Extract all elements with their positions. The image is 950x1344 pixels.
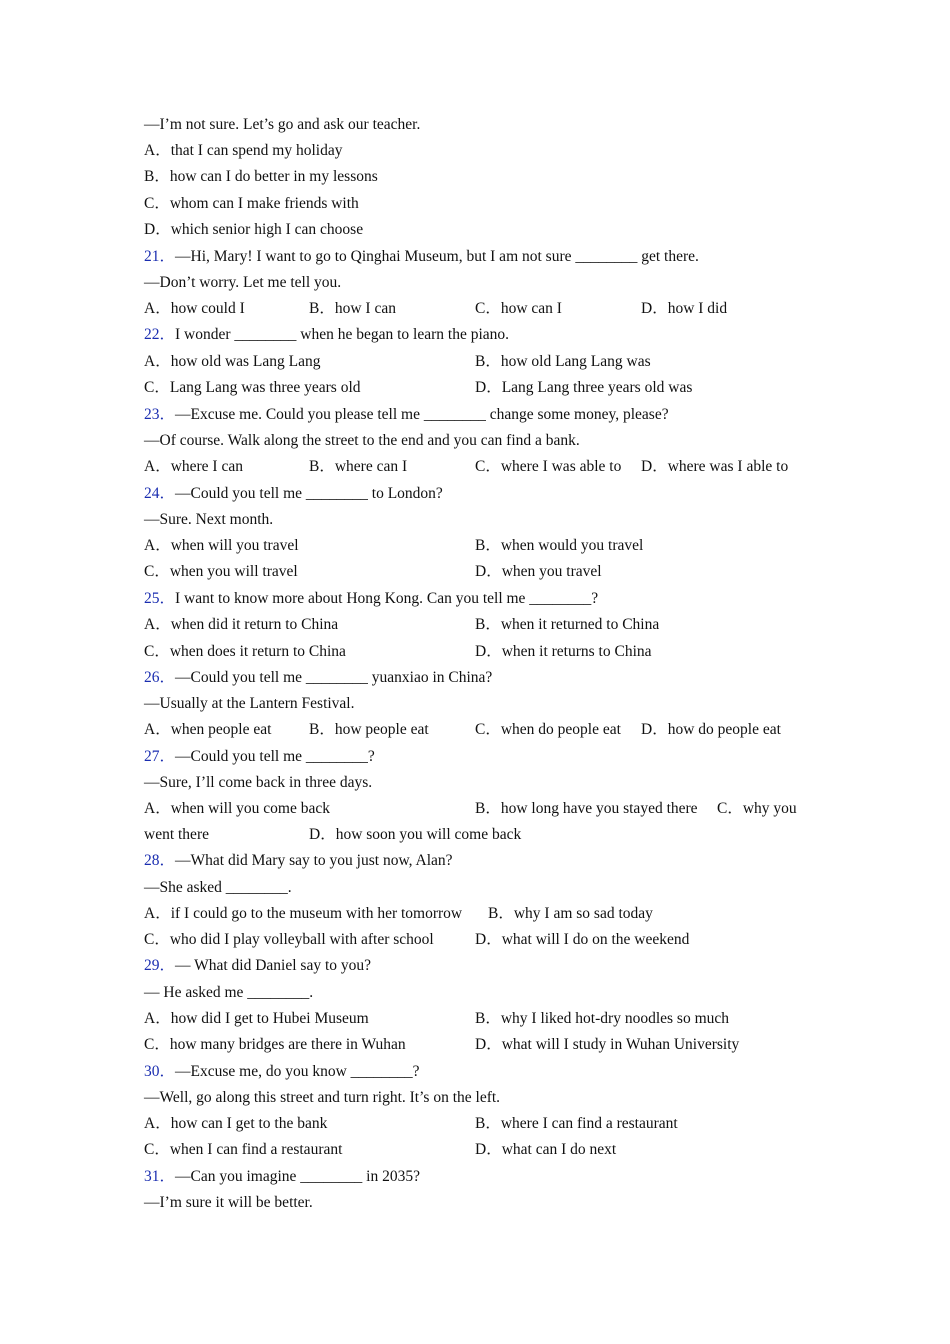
option: B．where I can find a restaurant xyxy=(475,1115,678,1132)
question-25 xyxy=(144,588,598,610)
question-stem: —Excuse me, do you know ________? xyxy=(175,1063,420,1080)
question-stem: —Could you tell me ________? xyxy=(175,748,375,765)
question-number: 29． xyxy=(144,957,176,974)
option: C．when do people eat xyxy=(475,721,621,738)
option: D．what can I do next xyxy=(475,1141,617,1158)
option: C．why you xyxy=(717,800,797,817)
option: C．who did I play volleyball with after school xyxy=(144,931,434,948)
option: A．when did it return to China xyxy=(144,616,339,633)
question-number: 28． xyxy=(144,852,176,869)
option: C．when you will travel xyxy=(144,563,298,580)
option: A．that I can spend my holiday xyxy=(144,142,343,159)
question-stem: I want to know more about Hong Kong. Can you tell me ________? xyxy=(175,590,599,607)
dialog-line: —Of course. Walk along the street to the end and you can find a bank. xyxy=(144,432,580,449)
question-stem: —Hi, Mary! I want to go to Qinghai Museum, but I am not sure ________ get there. xyxy=(175,248,699,265)
option: B．when it returned to China xyxy=(475,616,660,633)
question-31 xyxy=(144,1166,420,1188)
option: D．what will I do on the weekend xyxy=(475,931,690,948)
option: D．when you travel xyxy=(475,563,602,580)
option-continuation: went there xyxy=(144,826,209,843)
question-number: 22． xyxy=(144,326,176,343)
option: A．how could I xyxy=(144,300,245,317)
question-number: 31． xyxy=(144,1168,176,1185)
question-stem: —What did Mary say to you just now, Alan? xyxy=(175,852,453,869)
question-number: 24． xyxy=(144,485,176,502)
question-number: 26． xyxy=(144,669,176,686)
option: B．how people eat xyxy=(309,721,429,738)
question-number: 21． xyxy=(144,248,176,265)
option: B．where can I xyxy=(309,458,408,475)
option: B．why I am so sad today xyxy=(488,905,653,922)
option: A．where I can xyxy=(144,458,243,475)
option: B．how can I do better in my lessons xyxy=(144,168,378,185)
option: B．when would you travel xyxy=(475,537,644,554)
question-number: 27． xyxy=(144,748,176,765)
option: D．how do people eat xyxy=(641,721,781,738)
option: A．how old was Lang Lang xyxy=(144,353,321,370)
dialog-line: —Sure, I’ll come back in three days. xyxy=(144,774,373,791)
question-stem: —Excuse me. Could you please tell me ________ change some money, please? xyxy=(175,406,669,423)
option: D．how I did xyxy=(641,300,728,317)
option: C．whom can I make friends with xyxy=(144,195,359,212)
dialog-line: —Sure. Next month. xyxy=(144,511,274,528)
option: C．where I was able to xyxy=(475,458,622,475)
question-number: 23． xyxy=(144,406,176,423)
question-stem: I wonder ________ when he began to learn the piano. xyxy=(175,326,510,343)
dialog-line: — He asked me ________. xyxy=(144,984,314,1001)
question-number: 30． xyxy=(144,1063,176,1080)
question-27 xyxy=(144,746,375,768)
option: A．how did I get to Hubei Museum xyxy=(144,1010,369,1027)
question-23 xyxy=(144,404,669,426)
question-22 xyxy=(144,324,509,346)
option: D．when it returns to China xyxy=(475,643,652,660)
option: D．what will I study in Wuhan University xyxy=(475,1036,740,1053)
option: C．when does it return to China xyxy=(144,643,346,660)
dialog-line: —She asked ________. xyxy=(144,879,292,896)
option: A．when will you travel xyxy=(144,537,299,554)
option: D．how soon you will come back xyxy=(309,826,522,843)
option: B．how long have you stayed there xyxy=(475,800,698,817)
dialog-line: —Don’t worry. Let me tell you. xyxy=(144,274,342,291)
option: B．how I can xyxy=(309,300,396,317)
question-21 xyxy=(144,246,699,268)
option: C．how can I xyxy=(475,300,562,317)
option: D．which senior high I can choose xyxy=(144,221,364,238)
question-29 xyxy=(144,955,371,977)
question-stem: —Can you imagine ________ in 2035? xyxy=(175,1168,420,1185)
option: A．how can I get to the bank xyxy=(144,1115,328,1132)
option: A．when people eat xyxy=(144,721,272,738)
option: D．Lang Lang three years old was xyxy=(475,379,693,396)
option: C．when I can find a restaurant xyxy=(144,1141,343,1158)
option: A．if I could go to the museum with her tomorrow xyxy=(144,905,463,922)
question-number: 25． xyxy=(144,590,176,607)
question-stem: —Could you tell me ________ to London? xyxy=(175,485,443,502)
option: C．Lang Lang was three years old xyxy=(144,379,361,396)
dialog-line: —I’m sure it will be better. xyxy=(144,1194,313,1211)
dialog-line: —Usually at the Lantern Festival. xyxy=(144,695,355,712)
dialog-line: —Well, go along this street and turn right. It’s on the left. xyxy=(144,1089,501,1106)
option: B．why I liked hot-dry noodles so much xyxy=(475,1010,730,1027)
question-stem: —Could you tell me ________ yuanxiao in China? xyxy=(175,669,493,686)
question-24 xyxy=(144,483,443,505)
question-26 xyxy=(144,667,492,689)
question-28 xyxy=(144,850,453,872)
option: A．when will you come back xyxy=(144,800,330,817)
question-stem: — What did Daniel say to you? xyxy=(175,957,372,974)
option: D．where was I able to xyxy=(641,458,789,475)
question-30 xyxy=(144,1061,420,1083)
option: B．how old Lang Lang was xyxy=(475,353,651,370)
option: C．how many bridges are there in Wuhan xyxy=(144,1036,406,1053)
dialog-line: —I’m not sure. Let’s go and ask our teacher. xyxy=(144,116,421,133)
